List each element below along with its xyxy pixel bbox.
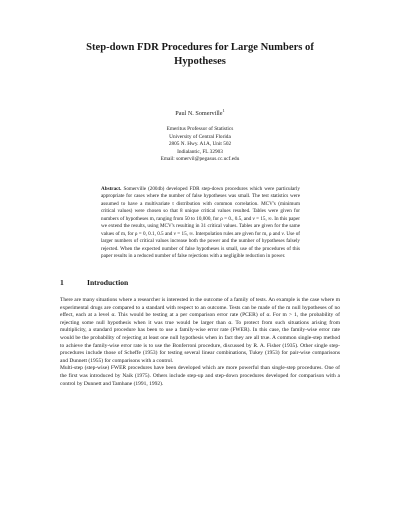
body-paragraph: Multi-step (step-wise) FWER procedures have been developed which are more powerful than single-step procedures. One of the first was introduced by Naik (1975). Others include step-up and step-down procedures developed for comparison with a control by Dunnett and Tamhane (1991, 1992). <box>60 365 340 387</box>
title-line-1: Step-down FDR Procedures for Large Numbers of <box>86 42 314 53</box>
author-email: Email: somervil@pegasus.cc.ucf.edu <box>160 156 240 163</box>
abstract-text: Somerville (2004b) developed FDR step-down procedures which were particularly appropriate for cases where the number of false hypotheses was small. The test statistics were assumed to have a multivariate t distribution with common correlation. MCV's (minimum critical values) were chosen so that 8 unique critical values resulted. Tables were given for numbers of hypotheses m, ranging from 50 to 10,000, for ρ = 0., 0.5, and ν = 15, ∞. In this paper we extend the results, using MCV's resulting in 31 critical values. Tables are given for the same values of m, for ρ = 0, 0.1, 0.5 and ν = 15, ∞. Interpolation rules are given for m, ρ and ν. Use of larger numbers of critical values increase both the power and the number of hypotheses falsely rejected. When the expected number of false hypotheses is small, use of the procedures of this paper results in a reduced number of false rejections with a negligible reduction in power. <box>101 186 300 260</box>
affiliation-line: University of Central Florida <box>169 133 231 140</box>
author-footnote-mark: 1 <box>222 107 225 113</box>
author-affiliation <box>100 126 300 164</box>
section-heading <box>60 278 128 288</box>
paper-title <box>60 41 340 69</box>
affiliation-line: Emeritus Professor of Statistics <box>166 126 234 132</box>
body-paragraph: There are many situations where a researcher is interested in the outcome of a family of tests. An example is the case where m experimental drugs are compared to a standard with respect to an outcome. Tests can be made of the m null hypotheses of no effect, each at a level α. This would be testing at a per comparison error rate (PCER) of α. For m > 1, the probability of rejecting some null hypothesis when it was true would be larger than α. To protect from such situations arising from multiplicity, a standard procedure has been to use a family-wise error rate (FWER). In this case, the family-wise error rate would be the probability of rejecting at least one null hypothesis when in fact they are all true. A common single-step method to achieve the family-wise error rate is to use the Bonferroni procedure, discussed by R. A. Fisher (1935). Other single step-procedures include those of Scheffe (1953) for testing several linear combinations, Tukey (1953) for pair-wise comparisons and Dunnett (1955) for comparisons with a control. <box>60 297 340 364</box>
section-title: Introduction <box>87 278 129 287</box>
section-body <box>60 297 340 388</box>
section-number: 1 <box>60 278 64 287</box>
abstract <box>101 186 300 261</box>
affiliation-line: Indialantic, FL 32903 <box>177 148 223 155</box>
abstract-label: Abstract. <box>101 186 122 192</box>
affiliation-line: 2805 N. Hwy. A1A, Unit 502 <box>168 141 232 148</box>
title-line-2: Hypotheses <box>174 56 226 67</box>
author-name <box>100 107 300 118</box>
author-name-text: Paul N. Somerville <box>175 110 223 117</box>
